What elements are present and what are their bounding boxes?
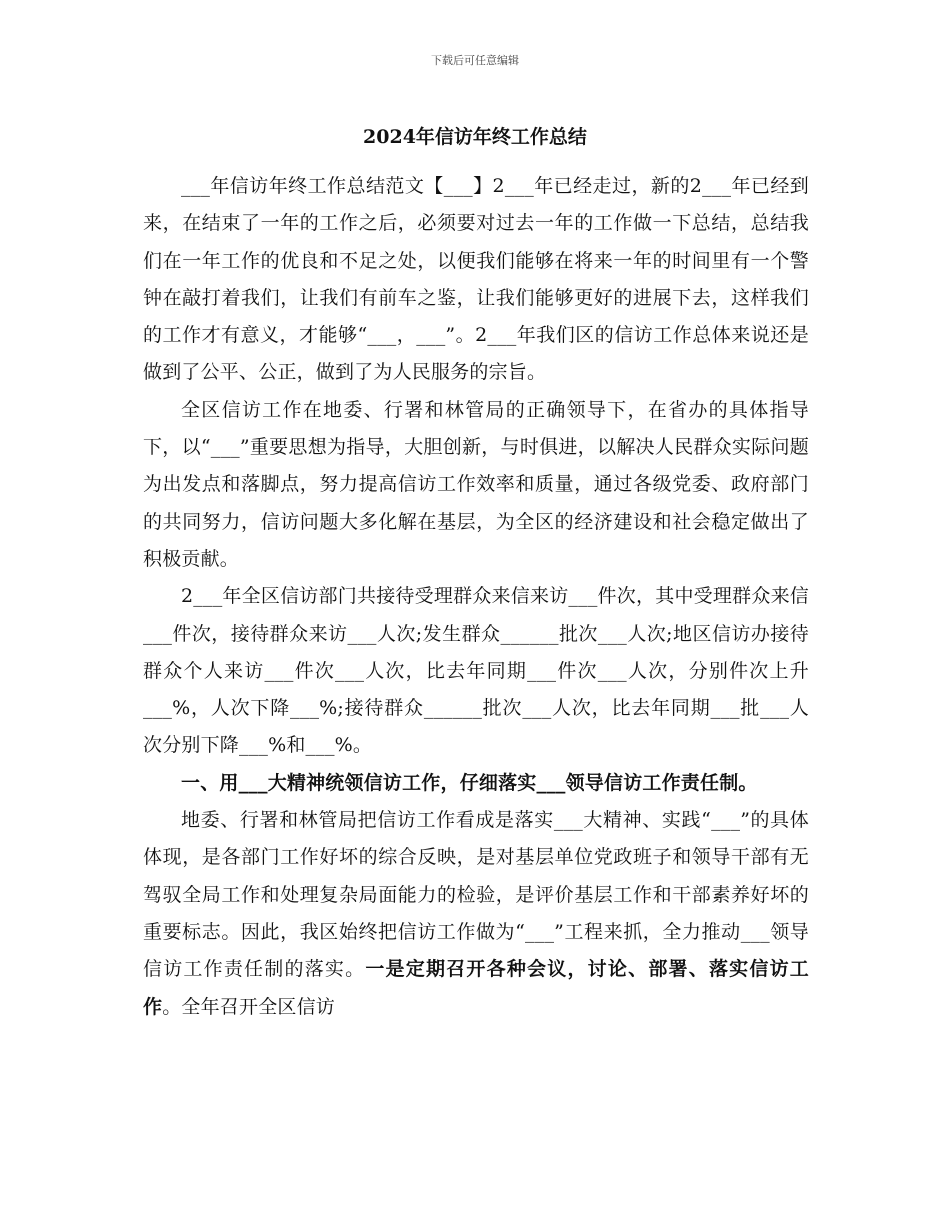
paragraph-intro: ___年信访年终工作总结范文【___】2___年已经走过，新的2___年已经到来，在结束了一年的工作之后，必须要对过去一年的工作做一下总结，总结我们在一年工作的优良和不足之处，以便我们能够在将来一年的时间里有一个警钟在敲打着我们，让我们有前车之鉴，让我们能够更好的进展下去，这样我们的工作才有意义，才能够“___，___”。2___年我们区的信访工作总体来说还是做到了公平、公正，做到了为人民服务的宗旨。 bbox=[143, 175, 809, 384]
paragraph-leadership: 全区信访工作在地委、行署和林管局的正确领导下，在省办的具体指导下，以“___”重要思想为指导，大胆创新，与时俱进，以解决人民群众实际问题为出发点和落脚点，努力提高信访工作效率和质量，通过各级党委、政府部门的共同努力，信访问题大多化解在基层，为全区的经济建设和社会稳定做出了积极贡献。 bbox=[143, 398, 809, 570]
paragraph-responsibility-bold: 一是定期召开各种会议，讨论、部署、落实信访工作 bbox=[143, 958, 810, 1018]
document-body bbox=[143, 168, 809, 1026]
paragraph-responsibility bbox=[143, 802, 809, 1026]
page-header: 下载后可任意编辑 bbox=[431, 54, 519, 67]
paragraph-statistics: 2___年全区信访部门共接待受理群众来信来访___件次，其中受理群众来信___件次，接待群众来访___人次;发生群众______批次___人次;地区信访办接待群众个人来访___件次___人次，比去年同期___件次___人次，分别件次上升___%，人次下降___%;接待群众______批次___人次，比去年同期___批___人次分别下降___%和___%。 bbox=[143, 585, 809, 757]
paragraph-responsibility-tail: 。全年召开全区信访 bbox=[162, 995, 336, 1018]
section-heading-1: 一、用___大精神统领信访工作，仔细落实___领导信访工作责任制。 bbox=[181, 771, 758, 794]
document-title: 2024年信访年终工作总结 bbox=[363, 126, 587, 148]
paragraph-responsibility-main: 地委、行署和林管局把信访工作看成是落实___大精神、实践“___”的具体体现，是各部门工作好坏的综合反映，是对基层单位党政班子和领导干部有无驾驭全局工作和处理复杂局面能力的检验，是评价基层工作和干部素养好坏的重要标志。因此，我区始终把信访工作做为“___”工程来抓，全力推动___领导信访工作责任制的落实。 bbox=[143, 809, 809, 981]
